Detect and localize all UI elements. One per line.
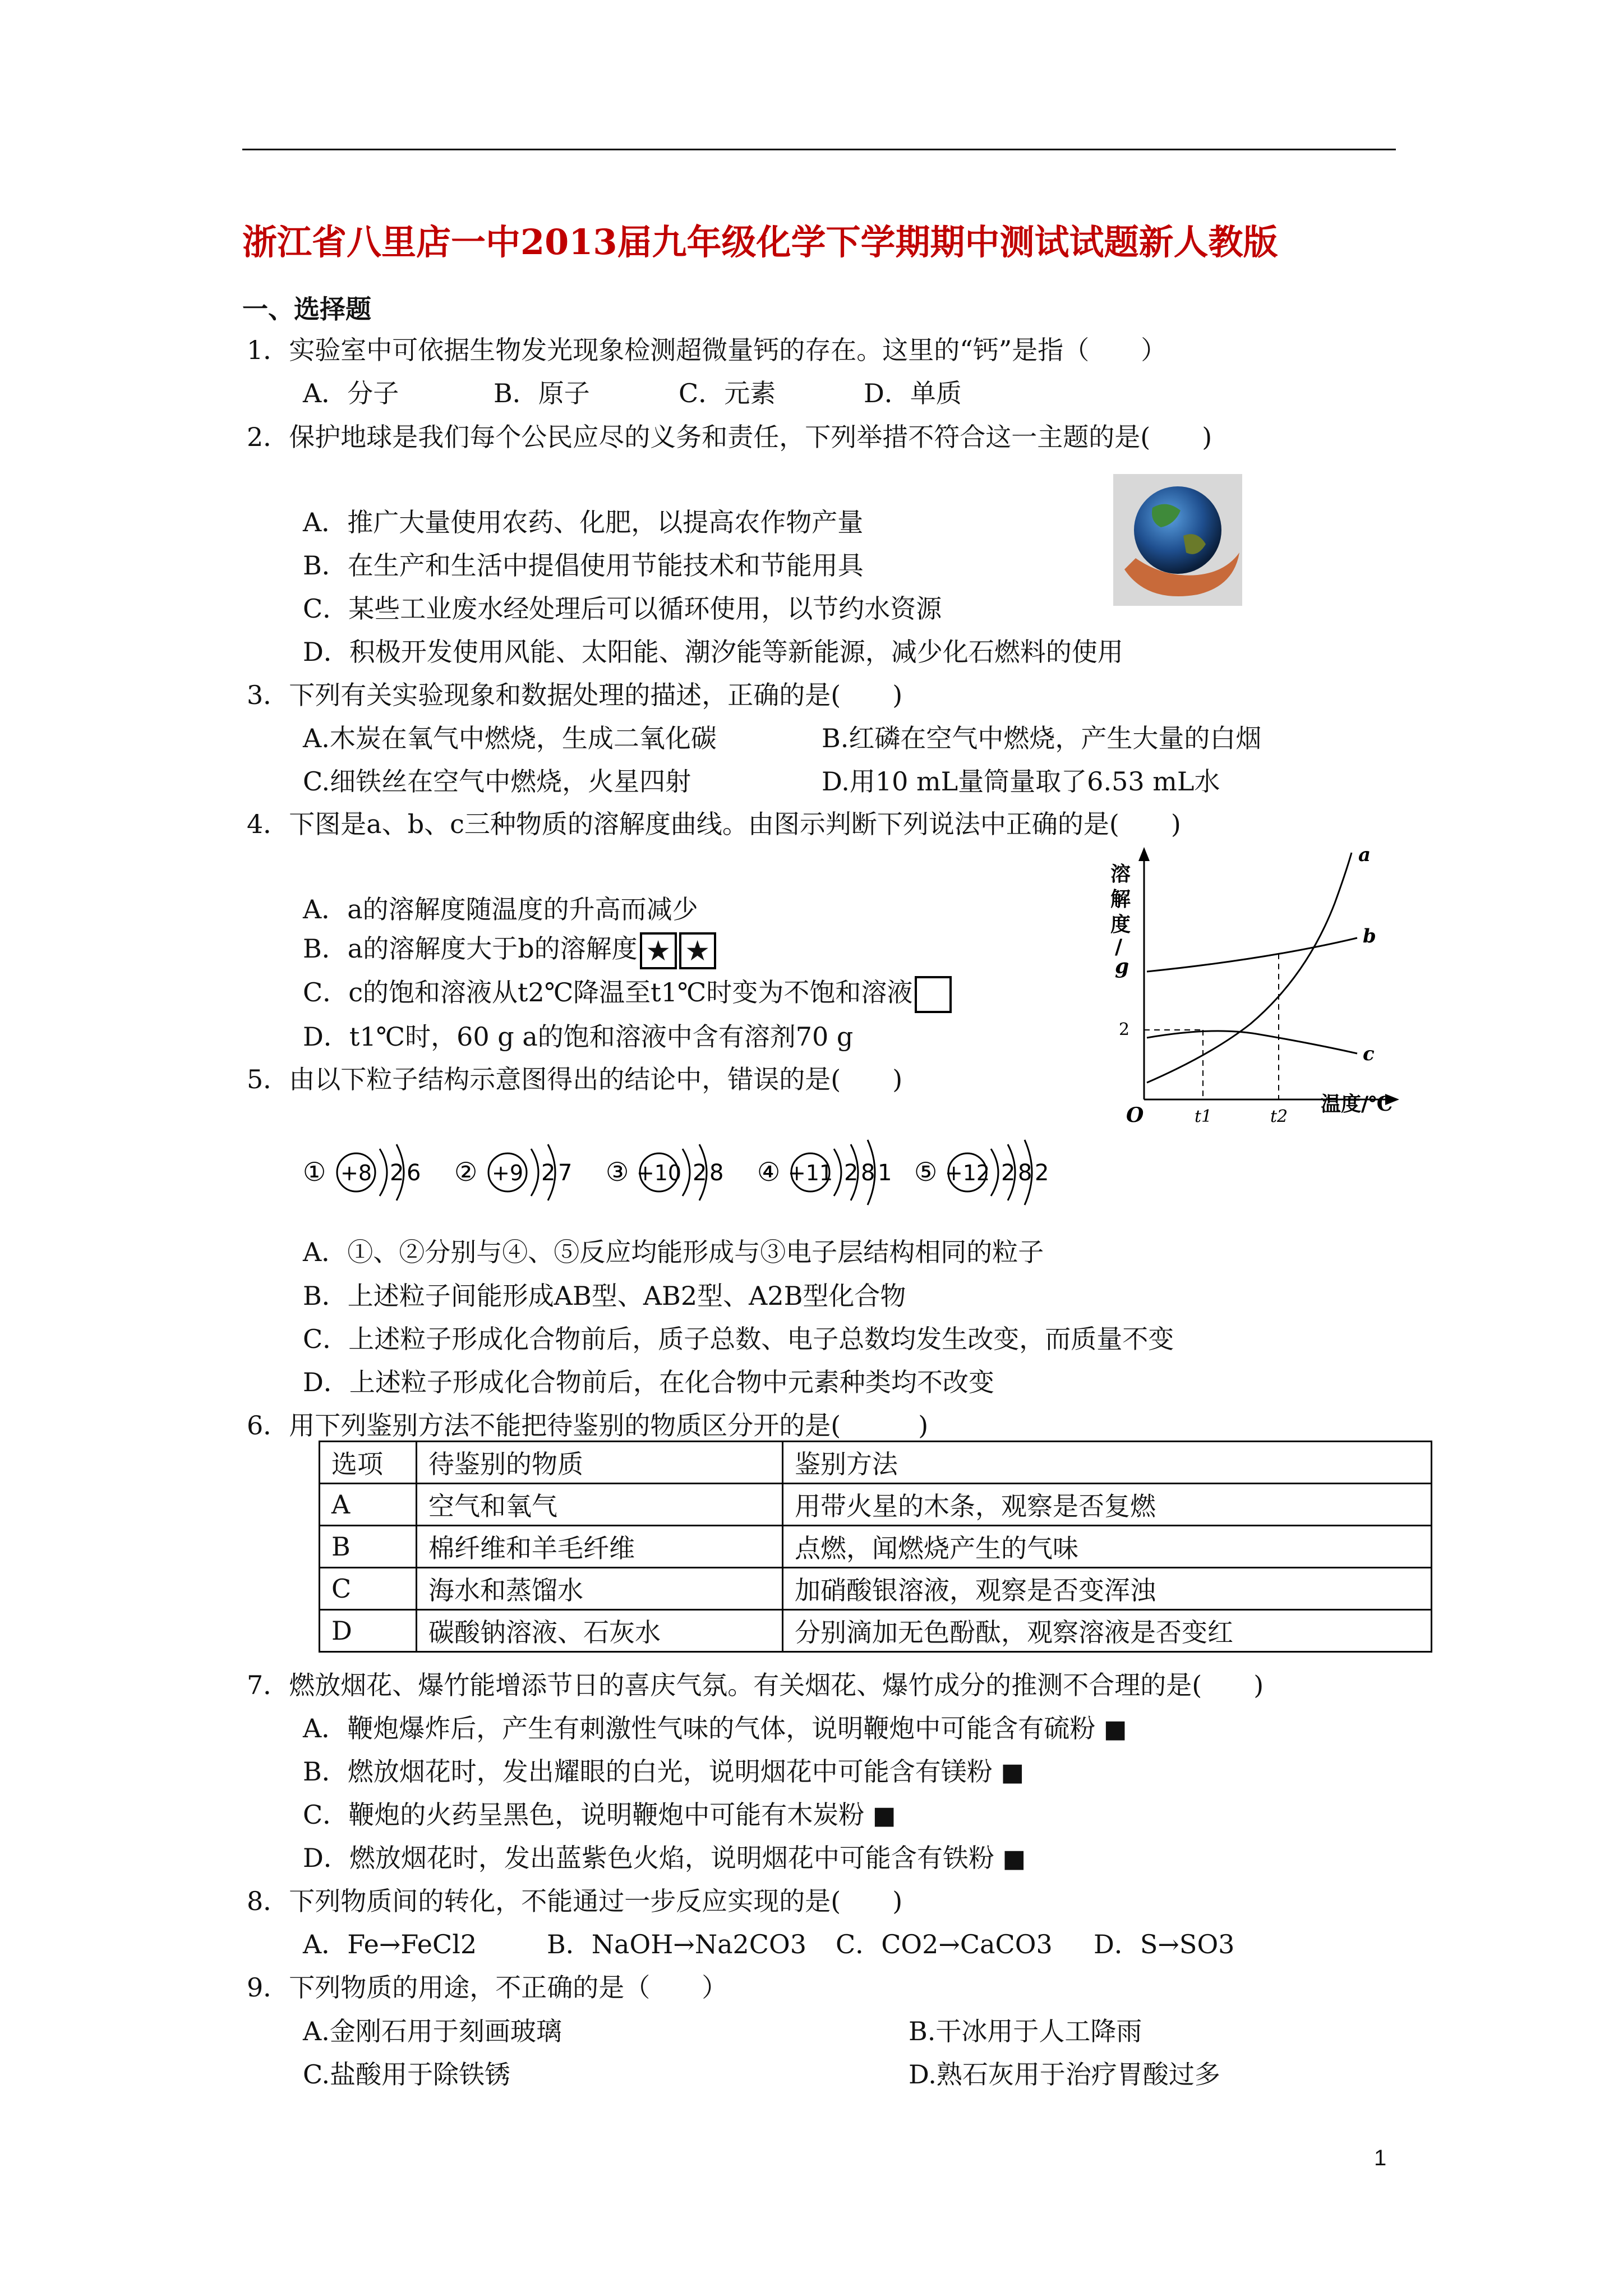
curve-c [1147,1031,1357,1053]
curve-b-label: b [1363,925,1376,947]
table-row [320,1484,1432,1526]
q8-option-b: B．NaOH→Na2CO3 [547,1929,806,1959]
curve-c-label: c [1363,1043,1375,1065]
table-cell: 碳酸钠溶液、石灰水 [417,1610,783,1652]
q1-option-b: B．原子 [494,378,590,408]
nucleus-charge: +8 [340,1161,372,1185]
electron-count: 2 [693,1160,707,1186]
q9-option-d: D.熟石灰用于治疗胃酸过多 [909,2059,1220,2090]
q7-option-b: B．燃放烟花时，发出耀眼的白光，说明烟花中可能含有镁粉 [303,1756,993,1787]
q5-option-d: D．上述粒子形成化合物前后，在化合物中元素种类均不改变 [303,1367,994,1397]
table-row [320,1526,1432,1568]
solubility-chart [1099,841,1424,1133]
q8-option-a: A．Fe→FeCl2 [303,1929,477,1959]
square-mark: ■ [1002,1844,1026,1873]
electron-shell-arc [991,1149,998,1196]
x-axis-label: 温度/℃ [1321,1092,1393,1116]
q2-option-d: D．积极开发使用风能、太阳能、潮汐能等新能源，减少化石燃料的使用 [303,637,1123,667]
q3-option-a: A.木炭在氧气中燃烧，生成二氧化碳 [303,723,717,753]
q2-stem: 2．保护地球是我们每个公民应尽的义务和责任，下列举措不符合这一主题的是( ) [247,422,1212,452]
globe-in-hand-image [1113,474,1242,606]
electron-count: 2 [1001,1160,1016,1186]
electron-count: 2 [390,1160,404,1186]
q4-option-c: C．c的饱和溶液从t2℃降温至t1℃时变为不饱和溶液 [303,977,913,1007]
square-mark: ■ [872,1801,896,1830]
nucleus-charge: +12 [944,1161,990,1185]
page-title: 浙江省八里店一中2013届九年级化学下学期期中测试试题新人教版 [242,222,1278,263]
q1-stem: 1．实验室中可依据生物发光现象检测超微量钙的存在。这里的“钙”是指（ ） [247,335,1167,365]
table-header-cell: 选项 [320,1442,417,1484]
y-axis-label-2: 解 [1110,887,1131,911]
particle-number-label: ① [303,1157,326,1187]
q4-option-b: B．a的溶解度大于b的溶解度 [303,933,638,964]
y-axis-label-3: 度 [1110,913,1131,936]
electron-count: 1 [878,1160,892,1186]
q4-option-d: D．t1℃时，60 g a的饱和溶液中含有溶剂70 g [303,1022,854,1052]
table-cell: D [320,1610,417,1652]
table-cell: 用带火星的木条，观察是否复燃 [783,1484,1432,1526]
particle-number-label: ② [454,1157,478,1187]
table-header-cell: 待鉴别的物质 [417,1442,783,1484]
q8-option-d: D．S→SO3 [1094,1929,1235,1959]
q1-option-a: A．分子 [303,378,399,408]
t2-label: t2 [1270,1107,1288,1126]
q5-option-a: A．①、②分别与④、⑤反应均能形成与③电子层结构相同的粒子 [303,1237,1044,1267]
q9-option-b: B.干冰用于人工降雨 [909,2016,1142,2046]
y-tick-2: 2 [1119,1020,1130,1039]
square-mark: ■ [1103,1715,1127,1743]
electron-shell-arc [380,1149,387,1196]
y-axis-label-4: / [1115,935,1123,959]
q8-stem: 8．下列物质间的转化，不能通过一步反应实现的是( ) [247,1886,903,1916]
electron-shell-arc [531,1149,538,1196]
curve-a-label: a [1358,844,1371,866]
electron-count: 8 [1018,1160,1032,1186]
q3-stem: 3．下列有关实验现象和数据处理的描述，正确的是( ) [247,680,903,710]
header-rule [242,149,1396,150]
q4-option-c-row [303,972,952,1013]
q9-option-c: C.盐酸用于除铁锈 [303,2059,511,2090]
star-box-2: ★ [679,932,716,969]
q1-option-c: C．元素 [679,378,776,408]
curve-b [1147,938,1357,972]
table-cell: 分别滴加无色酚酞，观察溶液是否变红 [783,1610,1432,1652]
particle-number-label: ④ [757,1157,781,1187]
table-header-row [320,1442,1432,1484]
square-mark: ■ [1000,1758,1025,1787]
q4-option-b-row [303,928,716,969]
table-row [320,1568,1432,1610]
electron-count: 7 [558,1160,573,1186]
y-axis-arrow [1138,847,1150,861]
q2-option-c: C．某些工业废水经处理后可以循环使用，以节约水资源 [303,593,942,624]
q7-option-d: D．燃放烟花时，发出蓝紫色火焰，说明烟花中可能含有铁粉 [303,1843,994,1873]
q7-option-c: C．鞭炮的火药呈黑色，说明鞭炮中可能有木炭粉 [303,1800,865,1830]
table-cell: 点燃，闻燃烧产生的气味 [783,1526,1432,1568]
electron-count: 6 [407,1160,421,1186]
electron-count: 2 [541,1160,556,1186]
table-cell: 海水和蒸馏水 [417,1568,783,1610]
nucleus-charge: +11 [787,1161,833,1185]
particle-number-label: ⑤ [914,1157,938,1187]
particle-number-label: ③ [606,1157,629,1187]
q3-option-d: D.用10 mL量筒量取了6.53 mL水 [822,766,1220,797]
q6-stem: 6．用下列鉴别方法不能把待鉴别的物质区分开的是( ) [247,1410,929,1441]
q7-stem: 7．燃放烟花、爆竹能增添节日的喜庆气氛。有关烟花、爆竹成分的推测不合理的是( ) [247,1670,1264,1700]
q1-option-d: D．单质 [864,378,962,408]
nucleus-charge: +10 [636,1161,682,1185]
table-cell: A [320,1484,417,1526]
q7-option-b-row [303,1751,1024,1788]
electron-count: 2 [1035,1160,1049,1186]
q4-option-a: A．a的溶解度随温度的升高而减少 [303,894,698,924]
table-header-cell: 鉴别方法 [783,1442,1432,1484]
table-cell: B [320,1526,417,1568]
table-cell: 加硝酸银溶液，观察是否变浑浊 [783,1568,1432,1610]
star-box-1: ★ [640,932,677,969]
y-axis-label-5: g [1115,955,1129,978]
electron-count: 8 [861,1160,875,1186]
q4-stem: 4．下图是a、b、c三种物质的溶解度曲线。由图示判断下列说法中正确的是( ) [247,809,1181,839]
q7-option-a-row [303,1708,1127,1745]
table-cell: 空气和氧气 [417,1484,783,1526]
q5-stem: 5．由以下粒子结构示意图得出的结论中，错误的是( ) [247,1064,903,1094]
electron-shell-arc [683,1149,690,1196]
particle-structure-diagrams [303,1128,1088,1223]
section-heading: 一、选择题 [242,294,371,324]
electron-shell-arc [834,1149,841,1196]
nucleus-charge: +9 [491,1161,524,1185]
q3-option-c: C.细铁丝在空气中燃烧，火星四射 [303,766,691,797]
q9-option-a: A.金刚石用于刻画玻璃 [303,2016,562,2046]
q8-option-c: C．CO2→CaCO3 [836,1929,1053,1959]
electron-count: 2 [844,1160,859,1186]
t1-label: t1 [1195,1107,1212,1126]
q6-table [319,1441,1432,1653]
q2-option-b: B．在生产和生活中提倡使用节能技术和节能用具 [303,550,864,581]
q9-stem: 9．下列物质的用途，不正确的是（ ） [247,1972,728,2003]
q5-option-b: B．上述粒子间能形成AB型、AB2型、A2B型化合物 [303,1281,906,1311]
q2-option-a: A．推广大量使用农药、化肥，以提高农作物产量 [303,507,864,537]
table-cell: 棉纤维和羊毛纤维 [417,1526,783,1568]
q7-option-c-row [303,1795,896,1832]
q7-option-a: A．鞭炮爆炸后，产生有刺激性气味的气体，说明鞭炮中可能含有硫粉 [303,1713,1096,1743]
table-cell: C [320,1568,417,1610]
table-row [320,1610,1432,1652]
q3-option-b: B.红磷在空气中燃烧，产生大量的白烟 [822,723,1262,753]
q5-option-c: C．上述粒子形成化合物前后，质子总数、电子总数均发生改变，而质量不变 [303,1324,1174,1354]
y-axis-label-1: 溶 [1110,862,1131,886]
page-number: 1 [1374,2146,1387,2170]
electron-count: 8 [709,1160,724,1186]
q7-option-d-row [303,1838,1026,1875]
empty-box [915,976,952,1013]
origin-label: O [1126,1103,1144,1127]
